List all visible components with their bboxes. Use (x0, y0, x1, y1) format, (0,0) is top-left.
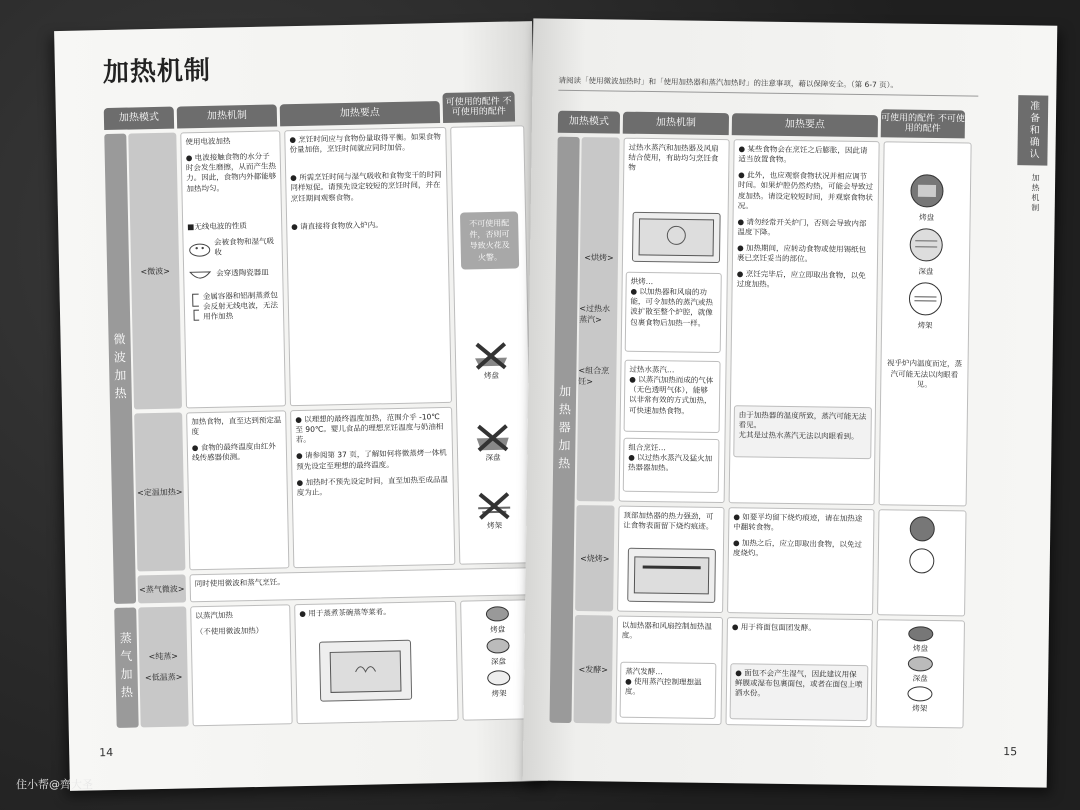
deep-tray-icon (906, 655, 934, 673)
header-mechanism: 加热机制 (177, 104, 277, 128)
steam-mechanism (190, 604, 292, 726)
microwave-points (284, 127, 452, 406)
page-number-right: 15 (1003, 745, 1018, 759)
mode-bake: <烘烤> (584, 252, 614, 263)
safety-notice: 请阅读「使用微波加热时」和「使用加热器和蒸汽加热时」的注意事项，藉以保障安全。（第 6-7 页）。 (558, 75, 978, 97)
tray-icon (906, 173, 948, 210)
microwave-mechanism (180, 130, 286, 408)
bake-point-4: ● 加热期间，应转动食物或使用锡纸包裹已烹饪妥当的部位。 (736, 243, 867, 264)
header-points: 加热要点 (280, 101, 440, 126)
group-steam: 蒸气加热 (114, 607, 139, 727)
acc-tray-label: 烤盘 (483, 370, 499, 381)
mode-ferment: <发酵> (574, 615, 614, 724)
steam-mech-2: （不使用微波加热） (195, 625, 264, 637)
header-mechanism: 加热机制 (623, 112, 729, 135)
point-2: ● 所需烹饪时间与湿气吸收和食物变干的时间同样短促。请预先设定较短的烹饪时间，并在烹饪期间观察食物。 (290, 170, 442, 203)
rack-icon (906, 685, 934, 703)
tray-icon (907, 625, 935, 643)
mode-low: <低温蒸> (144, 672, 183, 683)
prop-row-2 (188, 262, 278, 284)
steam-wave-mechanism: 同时使用微波和蒸气烹饪。 (190, 567, 535, 602)
grill-points (727, 507, 874, 615)
steam-mech-1: 以蒸汽加热 (195, 610, 233, 621)
ceramic-bowl-icon (188, 264, 212, 284)
left-page (54, 21, 548, 791)
bake-acc-1: 烤盘 (919, 212, 935, 222)
acc-deep-label: 深盘 (485, 452, 501, 463)
deep-tray-icon (485, 637, 511, 656)
acc-deep-forbidden (472, 422, 513, 464)
bake-point-5: ● 烹饪完毕后，应立即取出食物，以免过度加热。 (736, 269, 866, 290)
bake-sub-2: 过热水蒸汽… ● 以蒸汽加热而成的气体（无色透明气体），能够以非常有效的方式加热，可快速加热食物。 (624, 360, 721, 433)
bake-acc-note: 视乎炉内温度而定，蒸汽可能无法以肉眼看见。 (887, 358, 963, 389)
header-accessories: 可使用的配件 不可使用的配件 (442, 91, 515, 123)
ferment-mech-2: 蒸汽发酵… ● 使用蒸汽控制理想温度。 (620, 662, 717, 719)
temp-mech-1: 加热食物，直至达到预定温度 (191, 415, 282, 437)
page-number-left: 14 (99, 746, 114, 760)
convection-illustration (632, 212, 721, 263)
mode-steam (138, 606, 189, 727)
prop-1: 会被食物和湿气吸收 (214, 236, 275, 257)
acc-tray-forbidden (471, 340, 512, 382)
watermark: 住小帮@齊大圣 (16, 778, 93, 791)
steam-acc-2: 深盘 (490, 656, 506, 667)
bake-sub-1: 烘烤… ● 以加热器和风扇的功能，可令加热的蒸汽或热波扩散至整个炉腔，就像包裹食物后加热一样。 (625, 272, 722, 353)
rack-icon (904, 281, 946, 318)
food-absorb-icon (187, 238, 210, 258)
ferment-acc-1: 烤盘 (913, 643, 929, 653)
ferment-point-2: ● 面包不会产生湿气，因此建议用保鲜膜或湿布包裹面包，或者在面包上喷洒水份。 (730, 663, 869, 721)
bake-point-2: ● 此外，也应观察食物状况并相应调节时间。如果炉腔仍然灼热，可能会导致过度加热。请设定较短时间，并观察食物状况。 (737, 170, 874, 211)
rack-crossed-icon (474, 490, 515, 521)
ferment-accessories (875, 619, 964, 728)
bake-acc-3: 烤架 (917, 321, 933, 331)
table-header (104, 96, 515, 130)
prop-row-1 (187, 236, 277, 258)
mech-body: ● 电波接触食物的水分子时会发生磨擦，从而产生热力。因此，食物内外都能够加热均匀。 (185, 151, 277, 193)
acc-rack-label: 烤架 (486, 520, 503, 531)
grill-heat-icon (628, 549, 715, 602)
bake-sub-3: 组合烹饪… ● 以过热水蒸汽及猛火加热器器加热。 (623, 438, 720, 493)
section-subtab: 加热机制 (1030, 173, 1041, 214)
mode-grill: <烧烤> (575, 505, 614, 612)
fan-airflow-icon (633, 213, 720, 262)
temp-points (290, 407, 455, 568)
bake-mech-1: 过热水蒸汽和加热器及风扇结合使用，有助均匀烹饪食物 (628, 142, 719, 173)
temp-point-3: ● 加热时不预先设定时间，直至加热至成品温度为止。 (296, 474, 449, 497)
metal-container-icon (189, 290, 200, 324)
steam-oven-illustration (319, 640, 412, 702)
prop-row-3 (189, 288, 280, 324)
tray-crossed-icon (471, 340, 512, 371)
point-3: ● 请直接将食物放入炉内。 (291, 219, 383, 231)
temp-point-2: ● 请参阅第 37 页，了解如何将微蒸烤一体机预先设定至理想的最终温度。 (295, 448, 447, 471)
grill-point-1: ● 如要平均留下烧灼痕迹，请在加热途中翻转食物。 (733, 512, 863, 532)
header-mode: 加热模式 (104, 107, 174, 130)
bake-acc-2: 深盘 (918, 266, 934, 277)
ferment-acc-2: 深盘 (912, 673, 928, 684)
tray-icon (484, 605, 510, 624)
tray-icon (905, 515, 939, 543)
temp-mechanism (186, 410, 289, 570)
mode-wave: <微波> (128, 133, 182, 410)
rack-icon (905, 547, 939, 575)
acc-rack-forbidden (474, 490, 515, 532)
steam-acc-1: 烤盘 (490, 624, 506, 635)
steam-acc-3: 烤架 (491, 689, 507, 699)
ferment-acc-3: 烤架 (912, 703, 928, 714)
mode-combo: <组合烹饪> (578, 365, 610, 386)
header-accessories: 可使用的配件 不可使用的配件 (881, 109, 965, 138)
bake-point-1: ● 某些食物会在烹饪之后膨胀，因此请适当放置食物。 (738, 144, 868, 165)
header-points: 加热要点 (732, 113, 878, 137)
steam-cloud-icon (320, 641, 411, 701)
prop-3: 金属容器和铝制蒸煮包会反射无线电波，无法用作加热 (202, 290, 279, 322)
grill-accessories (877, 509, 966, 616)
deep-tray-crossed-icon (472, 422, 513, 453)
ferment-mech-1: 以加热器和风扇控制加热温度。 (621, 620, 712, 641)
table-header-right (558, 111, 965, 139)
bake-point-6: 由于加热器的温度所致，蒸汽可能无法看见。 尤其是过热水蒸汽无法以肉眼看到。 (733, 405, 872, 459)
mode-superheat: <过热水蒸汽> (579, 303, 611, 324)
right-page (523, 18, 1058, 787)
prop-title: ■无线电波的性质 (187, 220, 247, 231)
grill-point-2: ● 加热之后，应立即取出食物，以免过度烧灼。 (732, 538, 863, 559)
page-title: 加热机制 (102, 55, 212, 89)
mode-steam-wave: <蒸气微波> (138, 574, 187, 603)
mech-title: 使用电波加热 (185, 136, 231, 147)
bake-accessories (879, 141, 972, 506)
rack-icon (486, 669, 512, 688)
deep-tray-icon (905, 227, 947, 264)
steam-point-1: ● 用于蒸煮茶碗蒸等菜肴。 (299, 607, 391, 619)
prop-2: 会穿透陶瓷器皿 (216, 267, 269, 278)
section-tab[interactable]: 准备和确认 (1017, 95, 1048, 165)
grill-illustration (627, 548, 716, 603)
mode-bake-group (577, 137, 620, 501)
no-accessory-note: 不可使用配件，否则可导致火花及火警。 (460, 211, 519, 269)
grill-mech: 顶部加热器的热力强劲，可让食物表面留下烧灼痕迹。 (623, 510, 714, 532)
point-1: ● 烹饪时间应与食物份量取得平衡。如果食物份量加倍，烹饪时间就应同时加倍。 (289, 132, 441, 155)
temp-point-1: ● 以理想的最终温度加热，范围介乎 -10℃ 至 90℃。婴儿食品的理想烹饪温度与奶油相若。 (295, 412, 444, 445)
group-microwave: 微波加热 (104, 134, 136, 604)
group-heater: 加热器加热 (550, 137, 580, 723)
header-mode: 加热模式 (558, 111, 620, 134)
temp-mech-2: ● 食物的最终温度由红外线传感器侦测。 (191, 441, 276, 463)
mode-pure: <纯蒸> (148, 651, 179, 662)
ferment-point-1: ● 用于将面包面团发酵。 (731, 622, 816, 633)
mode-temp: <定温加热> (134, 412, 185, 571)
bake-point-3: ● 请勿经常开关炉门，否则会导致内部温度下降。 (737, 217, 867, 237)
